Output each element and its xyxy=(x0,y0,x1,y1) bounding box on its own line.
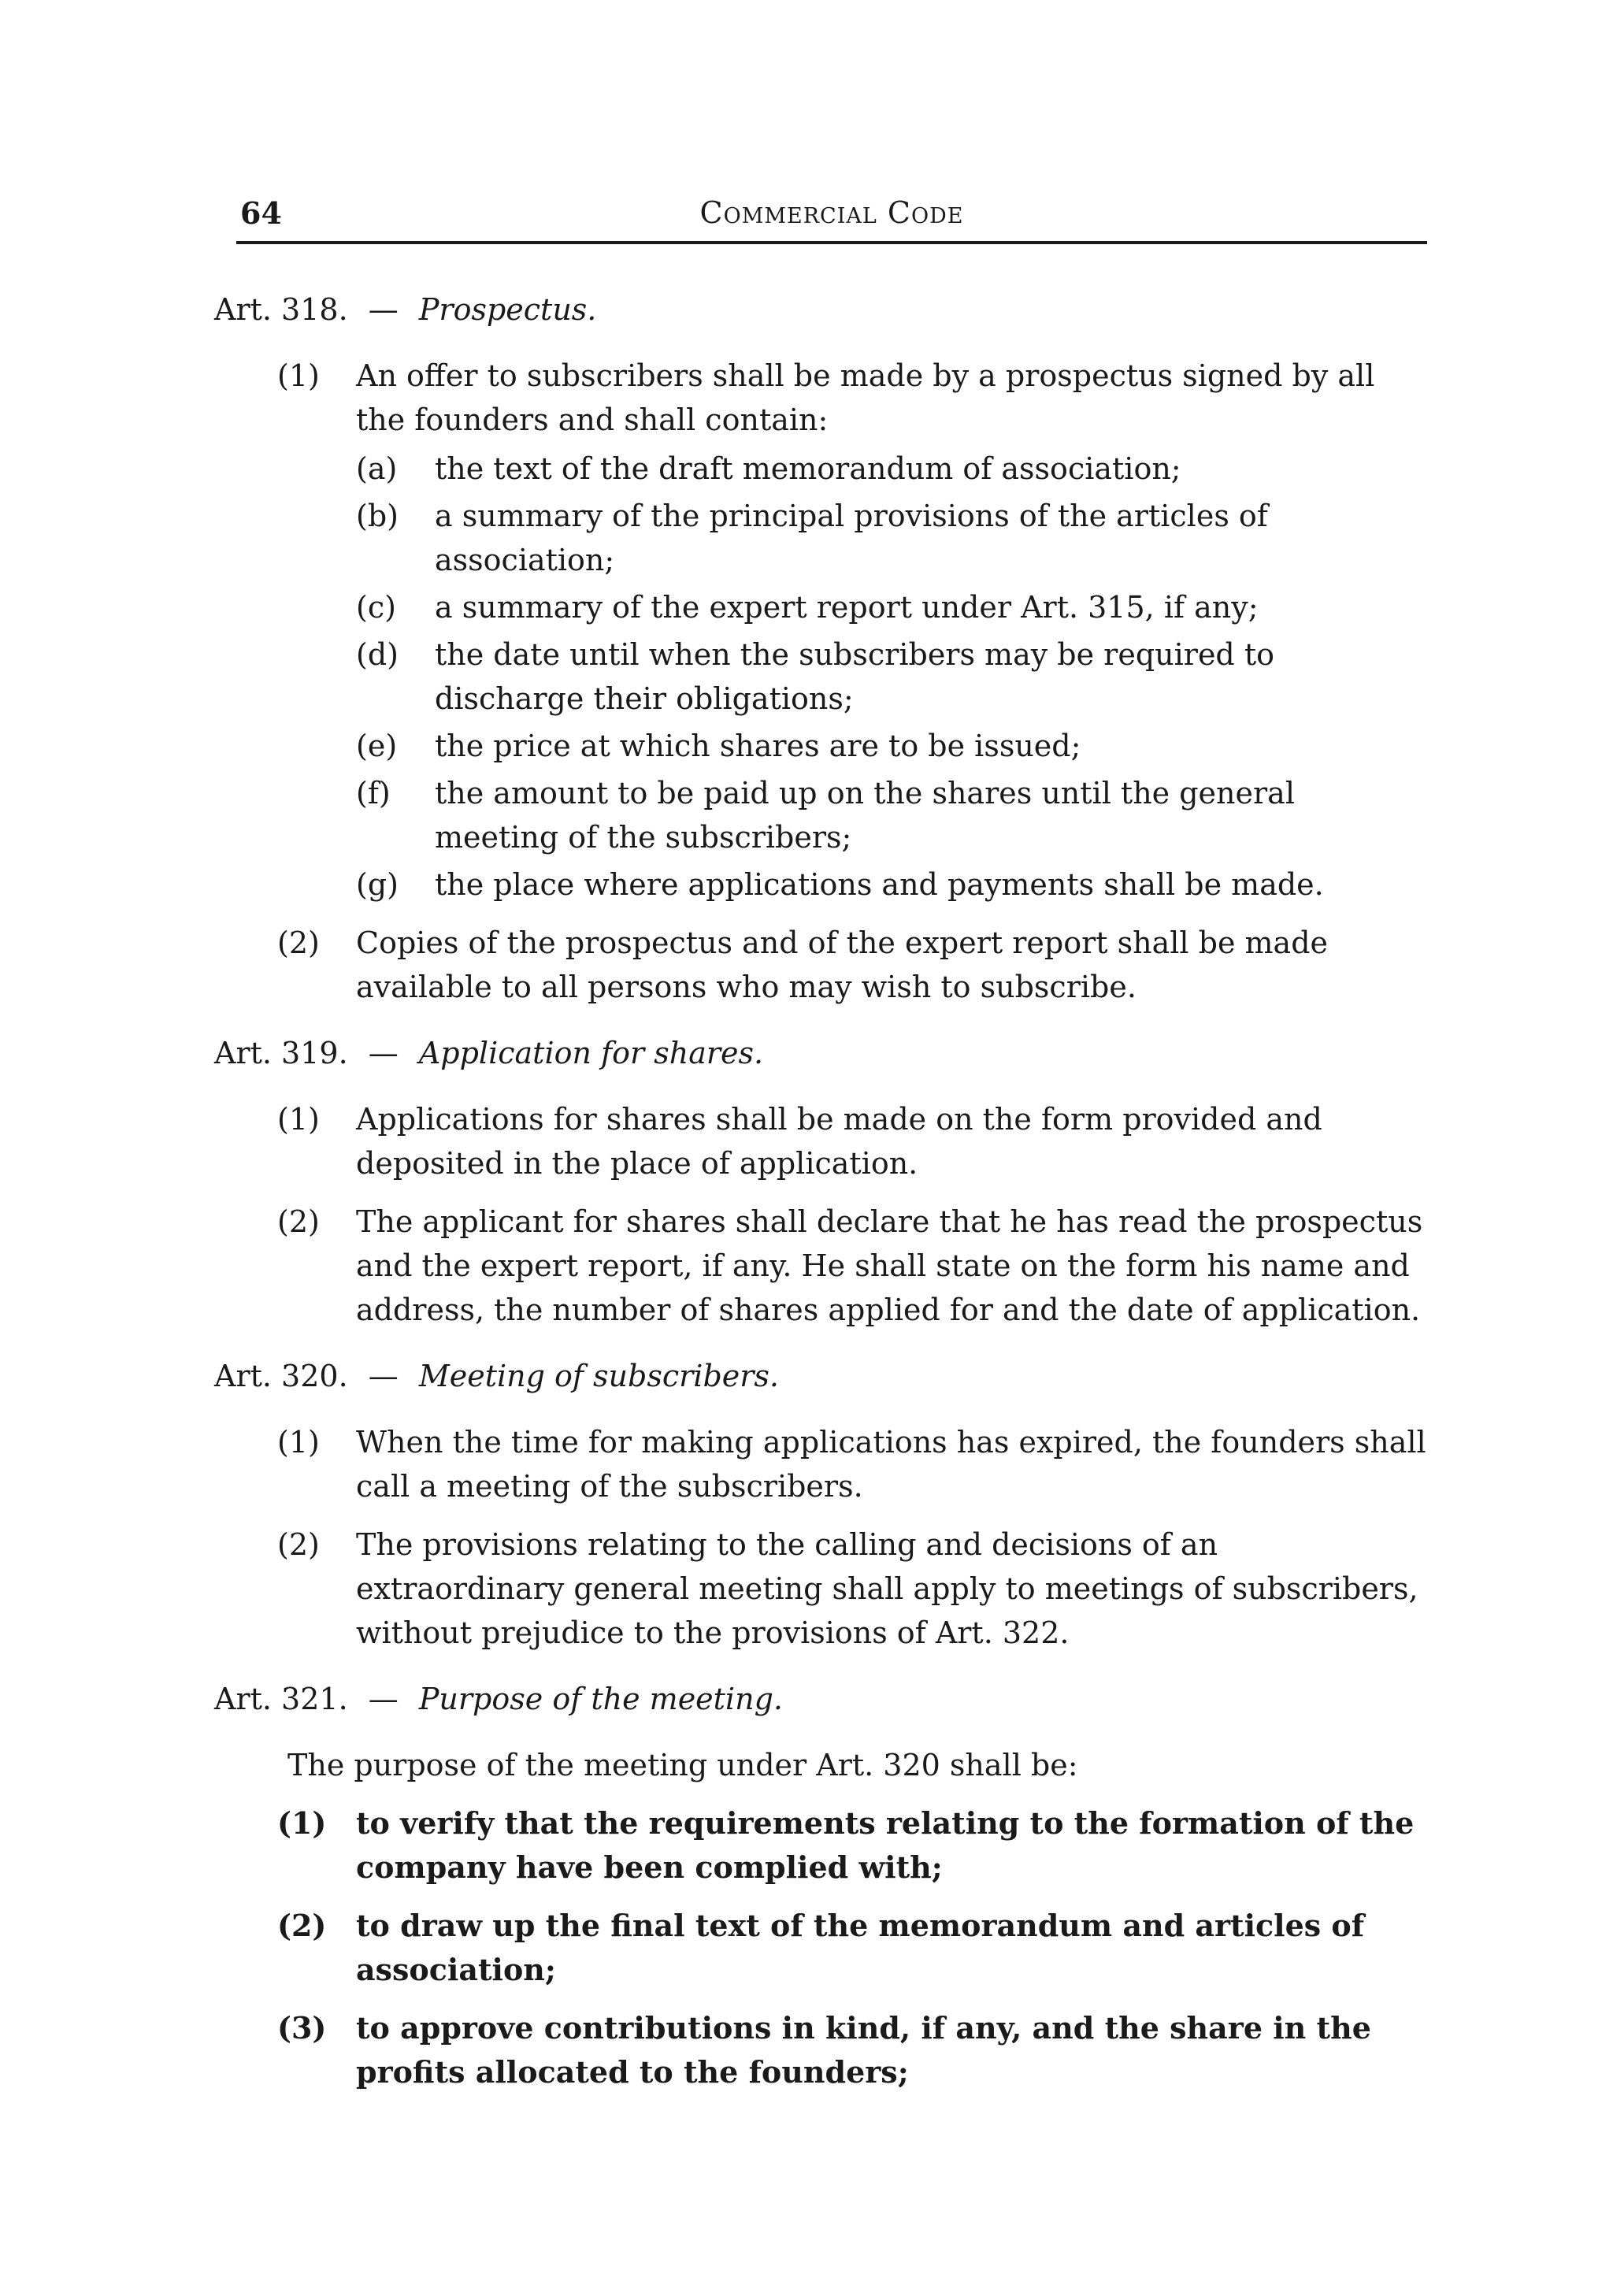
item-label: (f) xyxy=(356,776,391,810)
paragraph xyxy=(214,1904,1427,1992)
article-number: Art. 320. xyxy=(214,1359,348,1393)
page-number: 64 xyxy=(240,195,282,231)
item-label: (c) xyxy=(356,590,396,625)
paragraph-text: An offer to subscribers shall be made by a prospectus signed by all the founders and shall contain: xyxy=(356,358,1375,437)
running-title: Commercial Code xyxy=(699,195,964,230)
article-title: Prospectus. xyxy=(418,292,597,327)
list-item xyxy=(356,862,1427,907)
paragraph-number: (2) xyxy=(277,925,320,960)
item-text: the date until when the subscribers may be required to discharge their obligations; xyxy=(435,637,1274,716)
paragraph-number: (1) xyxy=(277,1425,320,1460)
paragraph-number: (2) xyxy=(277,1908,327,1943)
item-text: the text of the draft memorandum of association; xyxy=(435,451,1181,486)
paragraph-number: (2) xyxy=(277,1204,320,1239)
paragraph-text: Applications for shares shall be made on the form provided and deposited in the place of application. xyxy=(356,1102,1322,1181)
article-dash: — xyxy=(368,1359,399,1393)
paragraph-text: When the time for making applications has expired, the founders shall call a meeting of the subscribers. xyxy=(356,1425,1426,1504)
paragraph-number: (1) xyxy=(277,1805,327,1841)
item-label: (e) xyxy=(356,729,398,763)
article-321 xyxy=(214,1677,1427,2094)
article-heading xyxy=(214,1031,1427,1075)
article-heading xyxy=(214,1354,1427,1398)
paragraph-text: to approve contributions in kind, if any, and the share in the profits allocated to the founders; xyxy=(356,2010,1371,2090)
article-title: Meeting of subscribers. xyxy=(418,1359,780,1393)
article-number: Art. 321. xyxy=(214,1682,348,1716)
paragraph-number: (3) xyxy=(277,2010,327,2046)
paragraph xyxy=(214,2006,1427,2094)
article-heading xyxy=(214,287,1427,332)
article-number: Art. 318. xyxy=(214,292,348,327)
article-dash: — xyxy=(368,292,399,327)
paragraph-number: (1) xyxy=(277,358,320,393)
article-number: Art. 319. xyxy=(214,1036,348,1070)
article-dash: — xyxy=(368,1036,399,1070)
paragraph xyxy=(214,921,1427,1009)
paragraph xyxy=(214,1801,1427,1890)
paragraph-text: to draw up the final text of the memorandum and articles of association; xyxy=(356,1908,1365,1987)
paragraph-text: Copies of the prospectus and of the expert report shall be made available to all persons who may wish to subscribe. xyxy=(356,925,1329,1004)
item-label: (a) xyxy=(356,451,398,486)
item-label: (b) xyxy=(356,499,399,533)
paragraph-text: to verify that the requirements relating to the formation of the company have been complied with; xyxy=(356,1805,1415,1885)
page-header xyxy=(236,195,1427,244)
item-text: the amount to be paid up on the shares until the general meeting of the subscribers; xyxy=(435,776,1295,855)
paragraph xyxy=(214,354,1427,907)
list-item xyxy=(356,494,1427,582)
article-319 xyxy=(214,1031,1427,1332)
list-item xyxy=(356,632,1427,721)
article-heading xyxy=(214,1677,1427,1721)
paragraph-text: The provisions relating to the calling and decisions of an extraordinary general meeting shall apply to meetings of subscribers, without prejudice to the provisions of Art. 322. xyxy=(356,1527,1418,1650)
list-item xyxy=(356,447,1427,491)
paragraph xyxy=(214,1200,1427,1332)
list-item xyxy=(356,771,1427,859)
paragraph-text: The applicant for shares shall declare that he has read the prospectus and the expert report, if any. He shall state on the form his name and address, the number of shares applied for and the date of application. xyxy=(356,1204,1423,1327)
paragraph xyxy=(214,1420,1427,1508)
article-intro: The purpose of the meeting under Art. 320 shall be: xyxy=(287,1748,1078,1782)
article-title: Purpose of the meeting. xyxy=(418,1682,783,1716)
item-label: (d) xyxy=(356,637,399,672)
paragraph-number: (1) xyxy=(277,1102,320,1137)
list-item xyxy=(356,724,1427,768)
item-label: (g) xyxy=(356,867,399,902)
item-text: a summary of the principal provisions of the articles of association; xyxy=(435,499,1268,577)
item-list xyxy=(356,447,1427,907)
item-text: the price at which shares are to be issued; xyxy=(435,729,1081,763)
paragraph xyxy=(214,1097,1427,1185)
paragraph-number: (2) xyxy=(277,1527,320,1562)
article-320 xyxy=(214,1354,1427,1655)
item-text: a summary of the expert report under Art. 315, if any; xyxy=(435,590,1259,625)
article-dash: — xyxy=(368,1682,399,1716)
article-title: Application for shares. xyxy=(418,1036,764,1070)
item-text: the place where applications and payments shall be made. xyxy=(435,867,1324,902)
article-318 xyxy=(214,287,1427,1009)
list-item xyxy=(356,585,1427,629)
paragraph xyxy=(214,1523,1427,1655)
document-body xyxy=(214,287,1427,2116)
